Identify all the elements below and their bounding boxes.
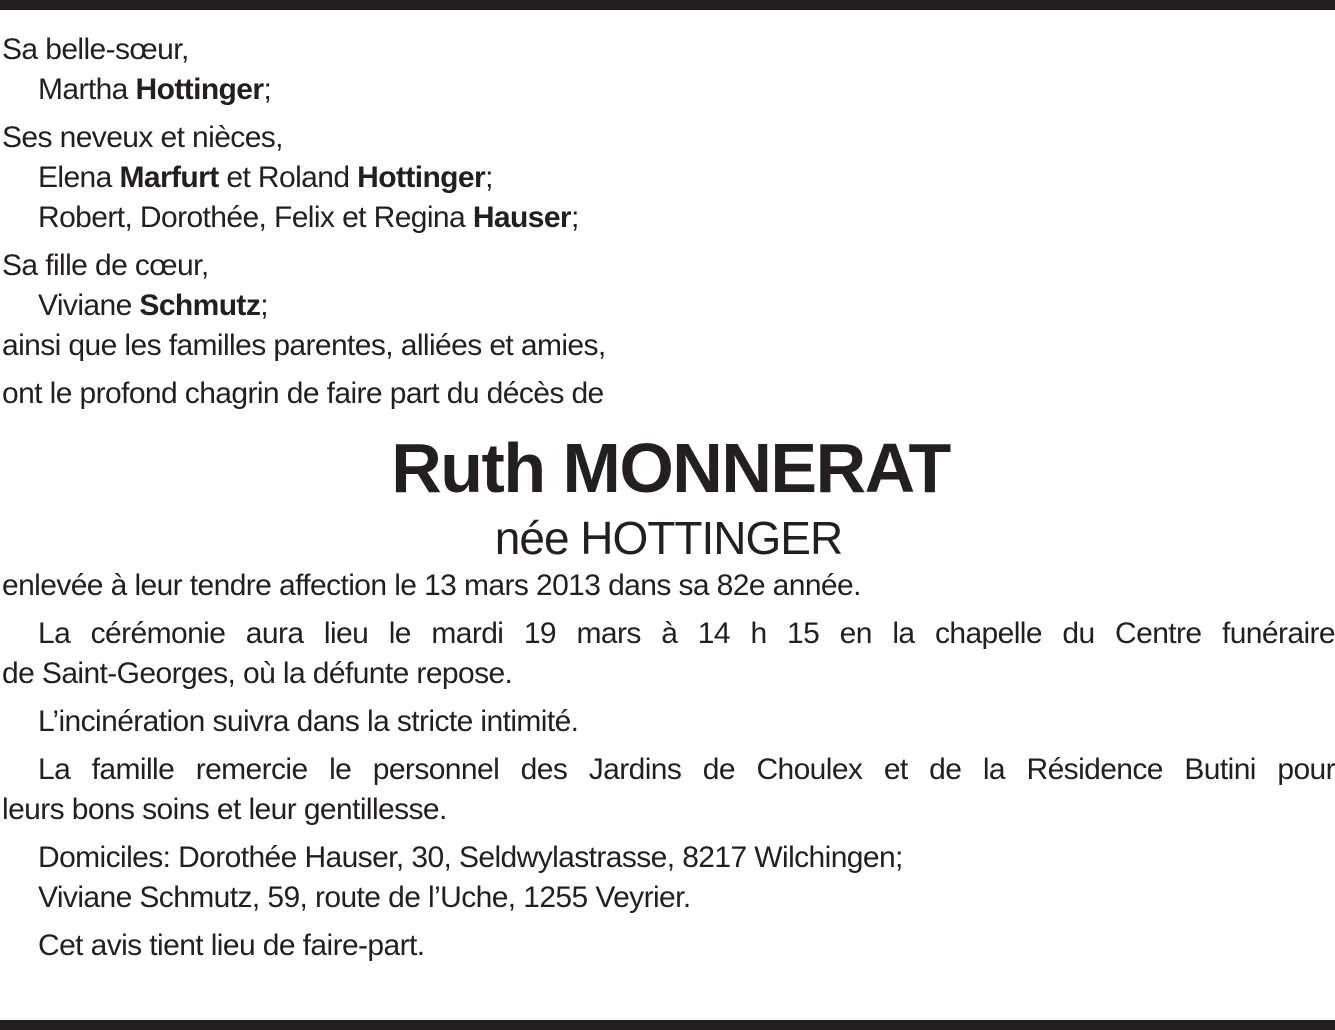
domiciles-line-1: Domiciles: Dorothée Hauser, 30, Seldwylastrasse, 8217 Wilchingen; — [38, 841, 903, 874]
separator: ; — [260, 289, 268, 322]
viviane-schmutz — [2, 286, 1335, 326]
hauser-family — [2, 198, 1335, 238]
elena-roland — [2, 158, 1335, 198]
belle-soeur-label: Sa belle-sœur, — [2, 33, 189, 66]
remerciement-line-1: La famille remercie le personnel des Jardins de Choulex et de la Résidence Butini pour — [38, 753, 1335, 786]
chagrin-line: ont le profond chagrin de faire part du décès de — [2, 377, 604, 410]
hauser-last-name: Hauser — [472, 201, 571, 234]
separator: ; — [570, 201, 579, 234]
deceased-name: Ruth MONNERAT — [391, 429, 950, 507]
et-roland: et Roland — [226, 161, 350, 194]
separator: ; — [263, 73, 272, 106]
elena-first-name: Elena — [38, 161, 112, 194]
faire-part-line: Cet avis tient lieu de faire-part. — [38, 929, 425, 962]
viviane-last-name: Schmutz — [139, 289, 261, 322]
martha-last-name: Hottinger — [135, 73, 264, 106]
enlevee-line: enlevée à leur tendre affection le 13 mars 2013 dans sa 82e année. — [2, 569, 861, 602]
viviane-first-name: Viviane — [38, 289, 132, 322]
ceremonie-line-2: de Saint-Georges, où la défunte repose. — [2, 657, 513, 690]
incineration-line: L’incinération suivra dans la stricte intimité. — [38, 705, 579, 738]
roland-last-name: Hottinger — [357, 161, 486, 194]
elena-last-name: Marfurt — [119, 161, 219, 194]
top-rule — [0, 0, 1335, 10]
hauser-first-names: Robert, Dorothée, Felix et Regina — [38, 201, 466, 234]
obituary-notice — [2, 30, 1335, 966]
martha-first-name: Martha — [38, 73, 128, 106]
domiciles-line-2: Viviane Schmutz, 59, route de l’Uche, 1255 Veyrier. — [38, 881, 691, 914]
ceremonie-line-1: La cérémonie aura lieu le mardi 19 mars à 14 h 15 en la chapelle du Centre funéraire — [38, 617, 1335, 650]
bottom-rule — [0, 1020, 1335, 1030]
neveux-label: Ses neveux et nièces, — [2, 121, 283, 154]
martha-hottinger — [2, 70, 1335, 110]
separator: ; — [485, 161, 493, 194]
remerciement-line-2: leurs bons soins et leur gentillesse. — [2, 793, 447, 826]
maiden-name: née HOTTINGER — [494, 512, 843, 564]
fille-label: Sa fille de cœur, — [2, 249, 209, 282]
ainsi-que-line: ainsi que les familles parentes, alliées et amies, — [2, 329, 606, 362]
